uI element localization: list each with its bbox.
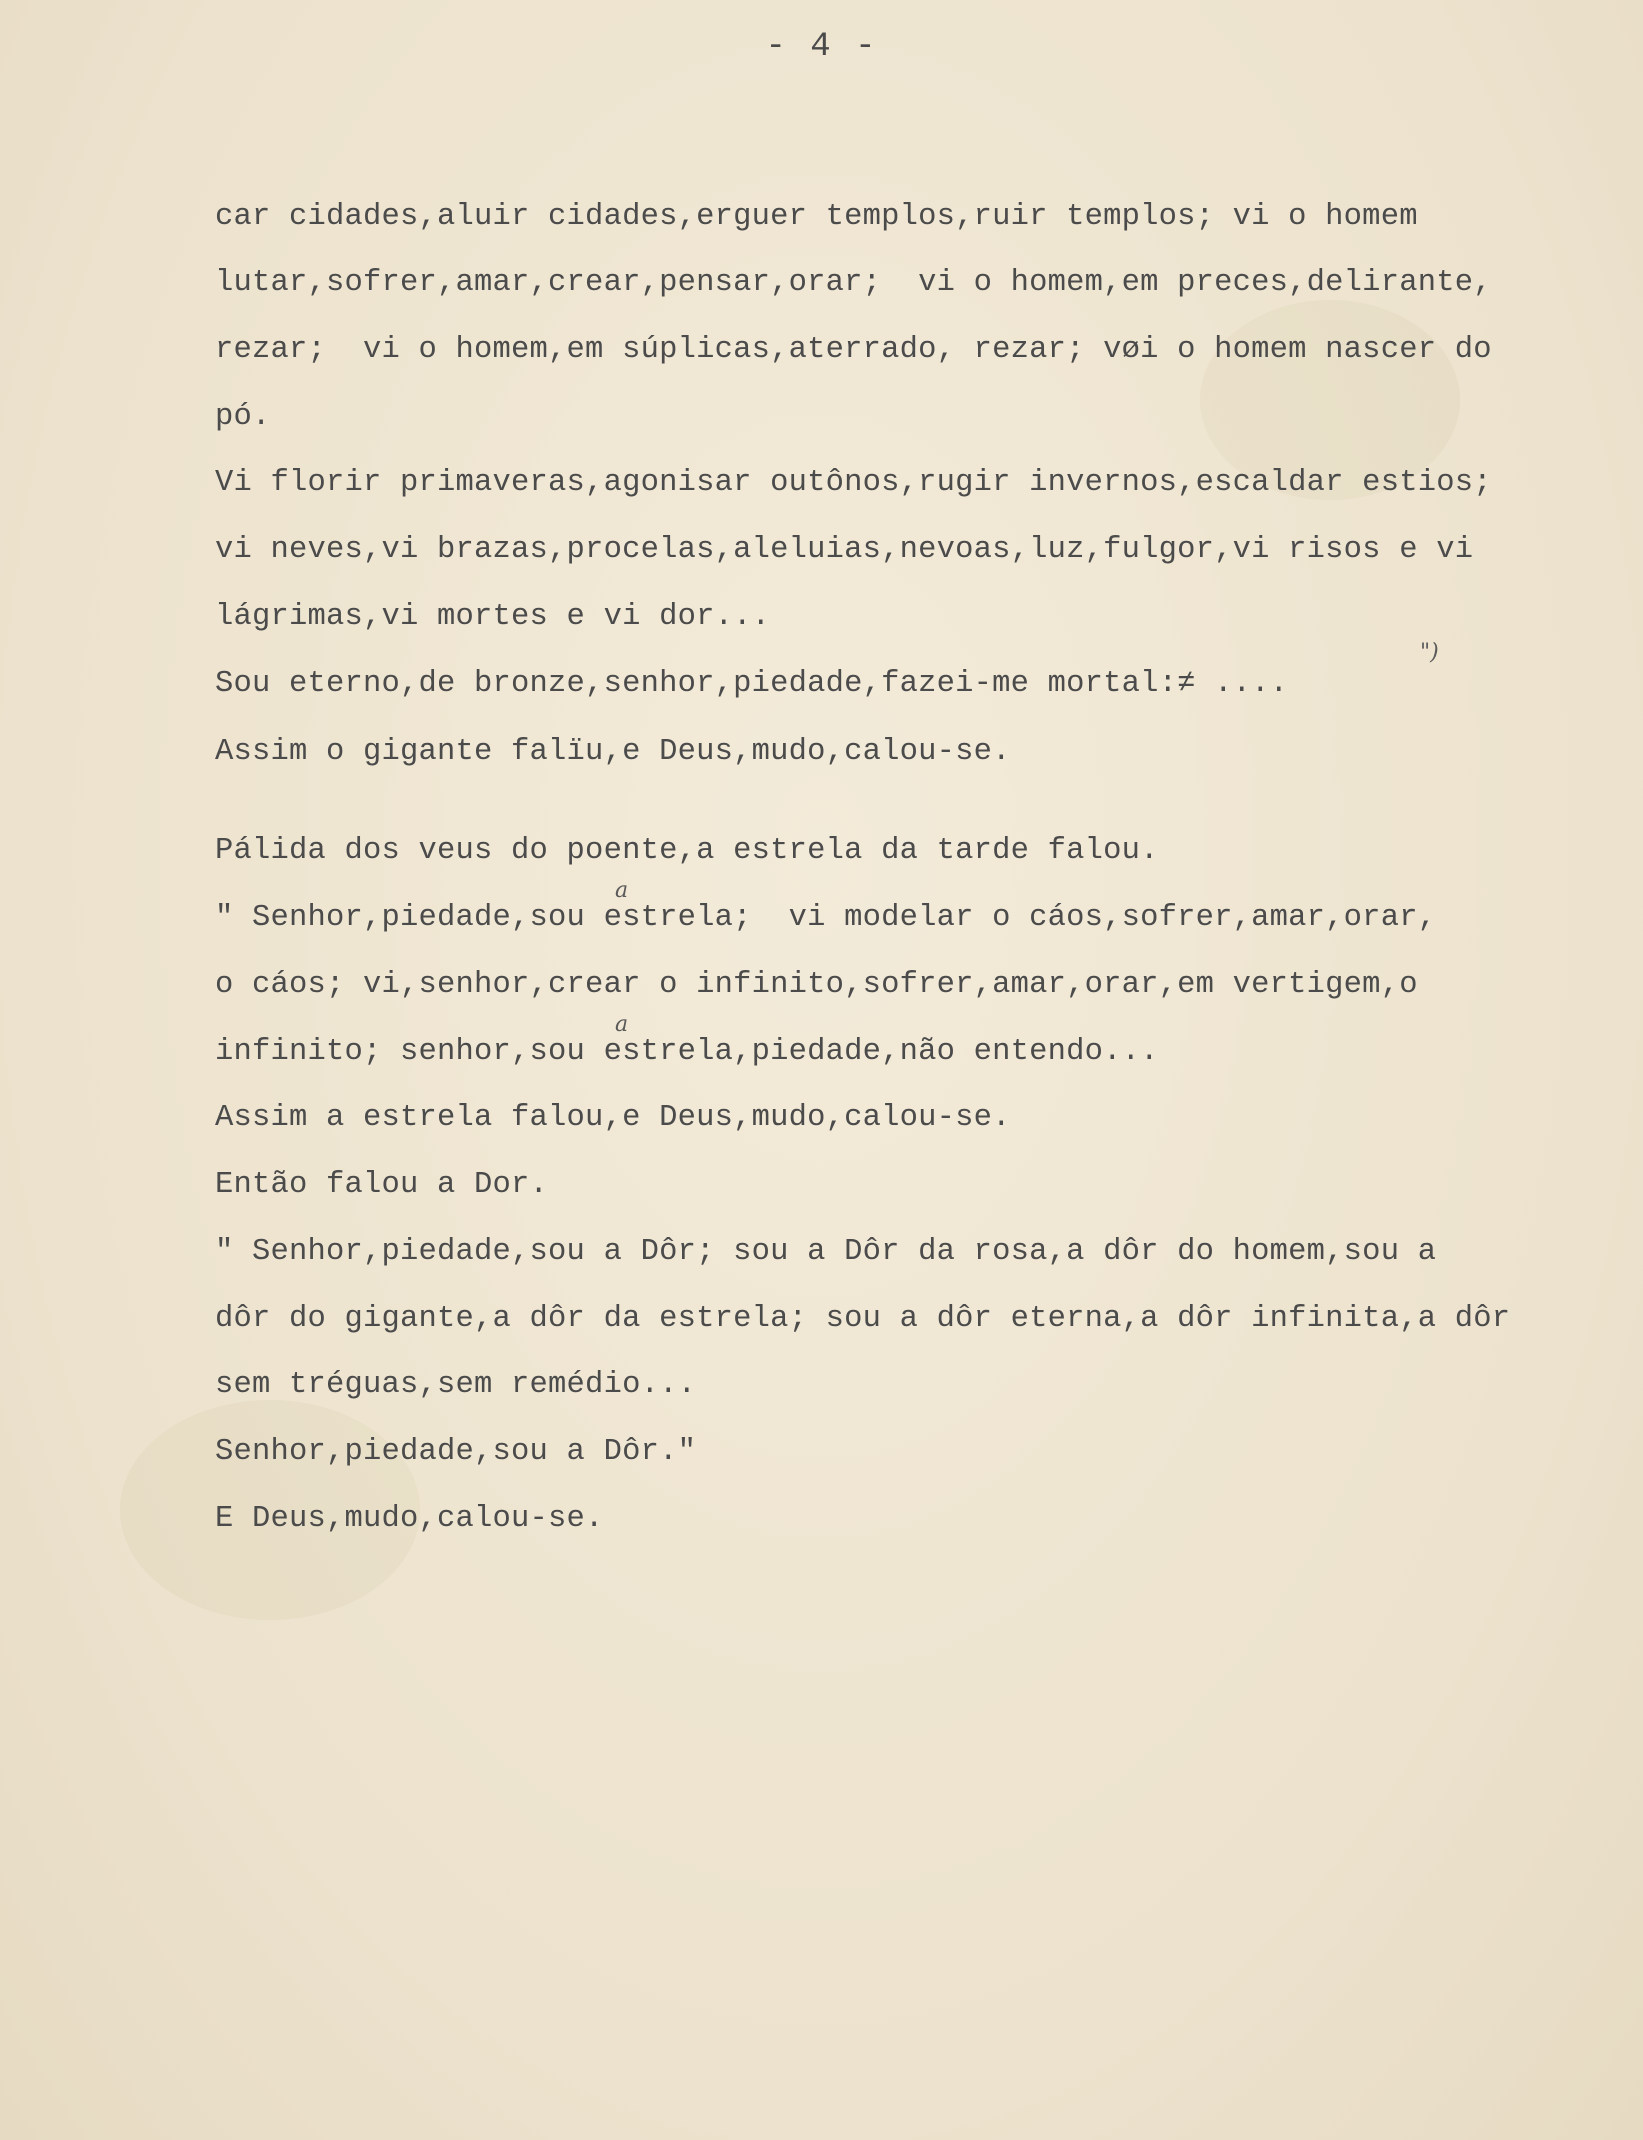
handwritten-insertion-a: a [615, 878, 629, 903]
text-line: lágrimas,vi mortes e vi dor... [215, 600, 771, 634]
handwritten-insertion-a: a [615, 1012, 629, 1037]
text-line: Vi florir primaveras,agonisar outônos,rugir invernos,escaldar estios; [215, 466, 1492, 500]
handwritten-closing-quote: ") [1420, 640, 1439, 665]
text-line: vi neves,vi brazas,procelas,aleluias,nevoas,luz,fulgor,vi risos e vi [215, 533, 1474, 567]
page-number: - 4 - [765, 28, 878, 66]
text-line: car cidades,aluir cidades,erguer templos,ruir templos; vi o homem [215, 200, 1418, 234]
text-line: Assim a estrela falou,e Deus,mudo,calou-se. [215, 1101, 1011, 1135]
text-line: sem tréguas,sem remédio... [215, 1368, 697, 1402]
text-line: Sou eterno,de bronze,senhor,piedade,fazei-me mortal:≠ .... [215, 667, 1289, 701]
text-line: Assim o gigante falïu,e Deus,mudo,calou-se. [215, 735, 1011, 769]
text-line: rezar; vi o homem,em súplicas,aterrado, rezar; vøi o homem nascer do [215, 333, 1492, 367]
text-line: Pálida dos veus do poente,a estrela da tarde falou. [215, 834, 1159, 868]
text-line: infinito; senhor,sou estrela,piedade,não entendo... [215, 1035, 1159, 1069]
text-line: E Deus,mudo,calou-se. [215, 1502, 604, 1536]
text-line: " Senhor,piedade,sou a Dôr; sou a Dôr da rosa,a dôr do homem,sou a [215, 1235, 1437, 1269]
text-line: Então falou a Dor. [215, 1168, 549, 1202]
text-line: dôr do gigante,a dôr da estrela; sou a dôr eterna,a dôr infinita,a dôr [215, 1302, 1511, 1336]
text-line: " Senhor,piedade,sou estrela; vi modelar o cáos,sofrer,amar,orar, [215, 901, 1437, 935]
text-line: pó. [215, 400, 271, 434]
text-line: Senhor,piedade,sou a Dôr." [215, 1435, 697, 1469]
text-line: o cáos; vi,senhor,crear o infinito,sofrer,amar,orar,em vertigem,o [215, 968, 1418, 1002]
text-line: lutar,sofrer,amar,crear,pensar,orar; vi o homem,em preces,delirante, [215, 266, 1492, 300]
